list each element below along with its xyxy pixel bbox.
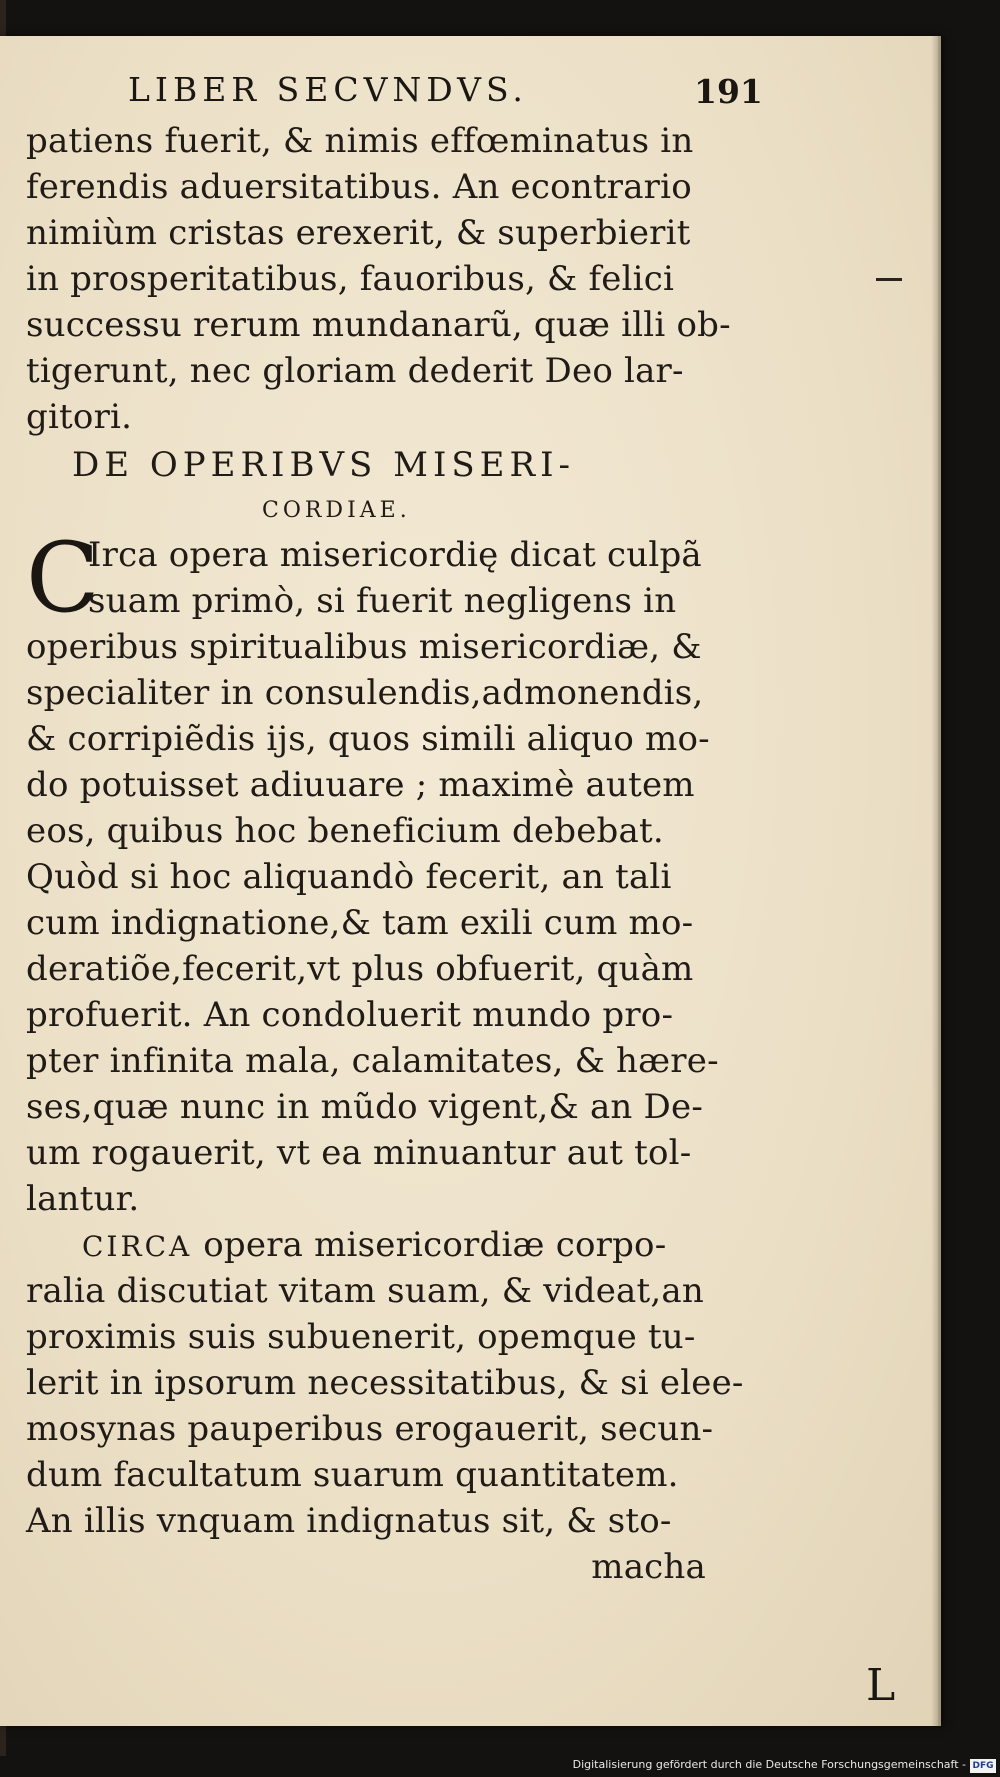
text-line: um rogauerit, vt ea minuantur aut tol- [26,1133,692,1173]
text-line: gitori. [26,397,133,437]
text-line: operibus spiritualibus misericordiæ, & [26,627,702,667]
paragraph-second-line [26,578,726,624]
text-line: patiens fuerit, & nimis effœminatus in [26,121,694,161]
text-block [26,118,744,1590]
text-line: nimiùm cristas erexerit, & superbierit [26,213,691,253]
text-line: profuerit. An condoluerit mundo pro- [26,995,674,1035]
section-heading-continued: CORDIAE. [262,498,411,523]
catchword: macha [591,1547,706,1587]
text-line: cum indignatione,& tam exili cum mo- [26,903,694,943]
text-line: proximis suis subuenerit, opemque tu- [26,1317,696,1357]
text-line: & corripiẽdis ijs, quos simili aliquo mo- [26,719,710,759]
page-number: 191 [694,72,763,111]
text-line: dum facultatum suarum quantitatem. [26,1455,679,1495]
text-line: deratiõe,fecerit,vt plus obfuerit, quàm [26,949,694,989]
text-line: Quòd si hoc aliquandò fecerit, an tali [26,857,672,897]
text-line: eos, quibus hoc beneficium debebat. [26,811,664,851]
footer-credit: Digitalisierung gefördert durch die Deutsche Forschungsgemeinschaft - [572,1758,966,1771]
text-line: suam primò, si fuerit negligens in [88,581,677,621]
text-line: An illis vnquam indignatus sit, & sto- [26,1501,672,1541]
dfg-logo-icon: DFG [970,1759,996,1773]
text-line: specialiter in consulendis,admonendis, [26,673,704,713]
margin-dash [876,278,902,281]
text-line: in prosperitatibus, fauoribus, & felici [26,259,675,299]
section-heading: DE OPERIBVS MISERI- [72,445,575,485]
text-line: lantur. [26,1179,140,1219]
text-line: tigerunt, nec gloriam dederit Deo lar- [26,351,684,391]
text-line: lerit in ipsorum necessitatibus, & si elee- [26,1363,744,1403]
running-head: LIBER SECVNDVS. [128,70,528,109]
text-line: ses,quæ nunc in mũdo vigent,& an De- [26,1087,704,1127]
text-line: ferendis aduersitatibus. An econtrario [26,167,692,207]
lead-word: CIRCA [82,1230,193,1263]
text-line: Irca opera misericordię dicat culpã [88,535,702,575]
text-line: do potuisset adiuuare ; maximè autem [26,765,695,805]
page-edge-shadow [931,36,941,1726]
paragraph-first-line [26,1222,726,1268]
text-line: mosynas pauperibus erogauerit, secun- [26,1409,714,1449]
text-line: opera misericordiæ corpo- [203,1225,667,1265]
text-line: ralia discutiat vitam suam, & videat,an [26,1271,704,1311]
drop-cap: C [26,522,100,634]
text-line: pter infinita mala, calamitates, & hære- [26,1041,719,1081]
text-line: successu rerum mundanarũ, quæ illi ob- [26,305,731,345]
margin-mark: L [866,1660,896,1711]
